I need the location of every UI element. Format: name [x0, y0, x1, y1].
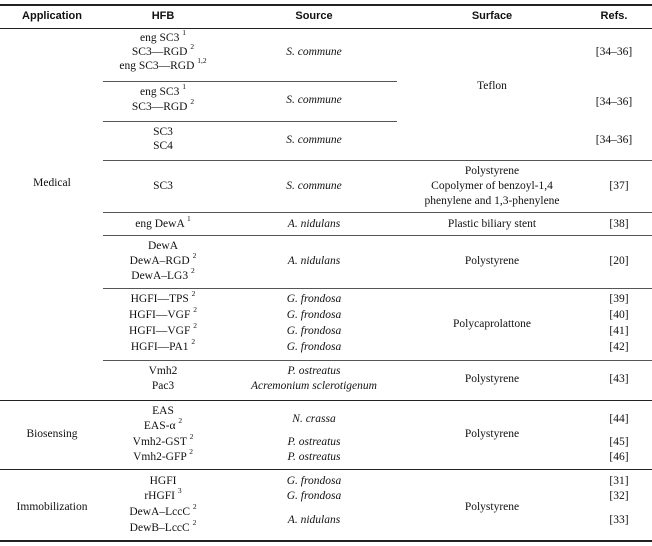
row-separator: [103, 160, 652, 161]
source-cell: A. nidulans: [287, 255, 341, 267]
source-cell: G. frondosa: [286, 341, 342, 353]
header-surface: Surface: [471, 10, 513, 22]
surface-cell: phenylene and 1,3-phenylene: [424, 195, 560, 207]
source-cell: P. ostreatus: [287, 451, 341, 463]
source-cell: G. frondosa: [286, 490, 342, 502]
hfb-cell: Vmh2-GST $^2$: [132, 432, 194, 448]
header-source: Source: [295, 10, 333, 22]
hfb-cell: DewA: [147, 240, 179, 252]
table-bottom-rule: [0, 540, 652, 542]
hfb-cell: SC3: [153, 180, 173, 192]
refs-cell: [20]: [609, 255, 629, 267]
hfb-cell: HGFI—VGF $^2$: [129, 321, 197, 337]
hfb-cell: DewA–LG3 $^2$: [131, 266, 195, 282]
row-separator: [103, 288, 652, 289]
source-cell: S. commune: [286, 94, 342, 106]
hfb-cell: eng SC3 $^1$: [140, 28, 186, 44]
header-bottom-rule: [0, 28, 652, 29]
surface-cell: Polystyrene: [464, 501, 520, 513]
refs-cell: [32]: [609, 490, 629, 502]
surface-cell: Polystyrene: [464, 428, 520, 440]
application-cell: Biosensing: [26, 428, 78, 440]
medical-bottom-rule: [0, 400, 652, 401]
source-cell: G. frondosa: [286, 475, 342, 487]
refs-cell: [34–36]: [595, 134, 633, 146]
hfb-cell: SC3—RGD $^2$: [131, 97, 195, 113]
refs-cell: [34–36]: [595, 96, 633, 108]
refs-cell: [43]: [609, 373, 629, 385]
hfb-cell: eng SC3 $^1$: [140, 82, 186, 98]
hfb-cell: HGFI—PA1 $^2$: [130, 337, 196, 353]
source-cell: Acremonium sclerotigenum: [251, 380, 377, 392]
refs-cell: [31]: [609, 475, 629, 487]
hfb-cell: SC3: [153, 126, 173, 138]
surface-cell: Polystyrene: [464, 373, 520, 385]
refs-cell: [45]: [609, 436, 629, 448]
hfb-cell: DewA–LccC $^2$: [129, 502, 197, 518]
source-cell: S. commune: [286, 46, 342, 58]
surface-cell: Polycaprolattone: [453, 318, 531, 330]
hfb-cell: Pac3: [151, 380, 175, 392]
header-hfb: HFB: [151, 10, 175, 22]
hfb-cell: eng DewA $^1$: [135, 214, 191, 230]
refs-cell: [40]: [609, 309, 629, 321]
refs-cell: [46]: [609, 451, 629, 463]
biosensing-bottom-rule: [0, 469, 652, 470]
row-separator: [103, 212, 652, 213]
table-top-rule: [0, 4, 652, 6]
source-cell: G. frondosa: [286, 309, 342, 321]
refs-cell: [34–36]: [595, 46, 633, 58]
application-cell: Medical: [33, 177, 71, 189]
row-separator: [103, 81, 397, 82]
hfb-cell: EAS-α $^2$: [143, 416, 183, 432]
refs-cell: [38]: [609, 218, 629, 230]
refs-cell: [41]: [609, 325, 629, 337]
refs-cell: [44]: [609, 413, 629, 425]
hfb-cell: Vmh2: [148, 365, 178, 377]
application-cell: Immobilization: [16, 501, 88, 513]
source-cell: P. ostreatus: [287, 436, 341, 448]
source-cell: S. commune: [286, 180, 342, 192]
hfb-cell: SC4: [153, 140, 173, 152]
hfb-cell: rHGFI $^3$: [144, 486, 182, 502]
row-separator: [103, 235, 652, 236]
hfb-cell: HGFI—VGF $^2$: [129, 305, 197, 321]
surface-cell: Polystyrene: [464, 255, 520, 267]
surface-cell: Plastic biliary stent: [447, 218, 537, 230]
hfb-cell: Vmh2-GFP $^2$: [133, 447, 193, 463]
hfb-cell: HGFI—TPS $^2$: [130, 289, 196, 305]
row-separator: [103, 360, 652, 361]
hfb-cell: SC3—RGD $^2$: [131, 42, 195, 58]
refs-cell: [42]: [609, 341, 629, 353]
source-cell: G. frondosa: [286, 293, 342, 305]
row-separator: [103, 121, 397, 122]
source-cell: S. commune: [286, 134, 342, 146]
source-cell: G. frondosa: [286, 325, 342, 337]
refs-cell: [39]: [609, 293, 629, 305]
hfb-cell: EAS: [152, 405, 174, 417]
header-application: Application: [22, 10, 82, 22]
hfb-cell: HGFI: [149, 475, 177, 487]
surface-cell: Polystyrene: [464, 165, 520, 177]
hfb-cell: DewA–RGD $^2$: [129, 251, 197, 267]
hfb-cell: eng SC3—RGD $^{1,2}$: [119, 56, 207, 72]
header-refs: Refs.: [600, 10, 628, 22]
surface-cell: Teflon: [477, 80, 507, 92]
refs-cell: [33]: [609, 514, 629, 526]
surface-cell: Copolymer of benzoyl-1,4: [431, 180, 553, 192]
source-cell: N. crassa: [292, 413, 336, 425]
refs-cell: [37]: [609, 180, 629, 192]
source-cell: A. nidulans: [287, 218, 341, 230]
hfb-cell: DewB–LccC $^2$: [129, 518, 197, 534]
source-cell: P. ostreatus: [287, 365, 341, 377]
source-cell: A. nidulans: [287, 514, 341, 526]
